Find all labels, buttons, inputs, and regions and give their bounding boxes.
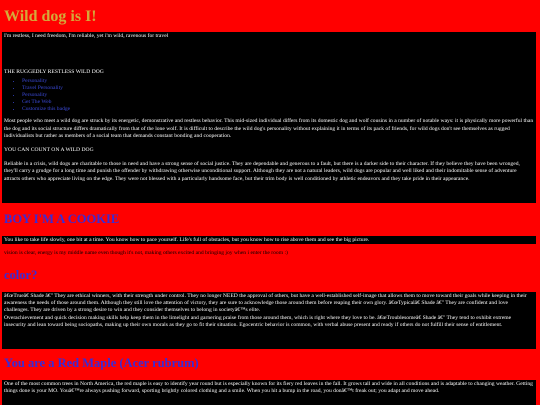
wild-dog-subheading: YOU CAN COUNT ON A WILD DOG (4, 147, 94, 153)
wild-dog-reliability: Reliable in a crisis, wild dogs are charitable to those in need and have a strong sense of social justice. They are dependable and generous to a fault, but there is a darker side to their character. If they believe they have been wronged, they'll carry a grudge for a long time and punish the offender by withdrawing otherwise unconditional support. Although they are not a natural leaders, wild dogs are popular and well liked and their indomitable sense of adventure attracts others who appreciate living on the edge. They were not blessed with a particularly handsome face, but their trim body is well conditioned by athletic endeavors and they take pride in their appearance. (4, 161, 520, 182)
link-text[interactable]: Customize this badge (22, 105, 71, 112)
link-item[interactable] (22, 92, 534, 99)
link-text[interactable]: Travel Personality (22, 85, 63, 92)
maple-heading: You are a Red Maple (Acer rubrum) (4, 356, 199, 370)
wild-dog-intro: I'm restless, I need freedom, I'm reliable, yet i'm wild, ravenous for travel (4, 33, 169, 39)
link-item[interactable] (22, 78, 534, 85)
cookie-heading: BOY I'M A COOKIE (4, 212, 120, 226)
color-text-2: Overachievement and quick decision making skills help keep them in the limelight and garnering praise from those around them, which is right where they love to be. â€œTroublesomeâ€ Shade â€" They tend to exhibit extreme insecurity and lean toward being sociopaths, making up their own morals as they go to fit their situation. Egocentric behavior is common, with verbal abuse present and ready if others do not fulfill their sense of entitlement. (4, 314, 512, 328)
color-heading: color? (4, 268, 38, 282)
color-text-1: â€œTrueâ€ Shade â€" They are ethical winners, with their strength under control. They no longer NEED the approval of others, but have a well-established self-image that allows them to move toward their goals while keeping in their awareness the needs of those around them. Although they still love the attention of victory, they are sure to acknowledge those around them before reaping their own glory. â€œTypicalâ€ Shade â€" They are confident and love challenges. They are driven by a strong desire to win and they consider themselves to belong in societyâ€™s elite. (4, 293, 527, 314)
link-text[interactable]: Personality (22, 78, 48, 85)
link-text[interactable]: Personality (22, 92, 48, 98)
link-text[interactable]: Get The Web (22, 98, 52, 105)
cookie-text: You like to take life slowly, one bit at a time. You know how to pace yourself. Life's full of obstacles, but you know how to rise above them and see the big picture. (4, 237, 370, 243)
page-title: Wild dog is I! (4, 8, 97, 25)
wild-dog-box (2, 32, 536, 203)
wild-dog-heading: THE RUGGEDLY RESTLESS WILD DOG (4, 69, 104, 76)
spacer (4, 40, 534, 69)
maple-box (2, 380, 536, 405)
wild-dog-links (4, 78, 534, 112)
color-box (2, 292, 536, 349)
cookie-vision-text: vision is clear, energy is my middle name even though it's not, making others excited and bringing joy when i enter the room :) (4, 250, 288, 256)
link-item[interactable] (22, 85, 534, 92)
cookie-box (2, 236, 536, 244)
maple-text: One of the most common trees in North America, the red maple is easy to identify year round but is especially known for its fiery red leaves in the fall. It grows tall and wide in all conditions and is adaptable to changing weather. Getting things done is your MO. Youâ€™re always pushing forward, sporting brightly colored clothing and a smile. When you hit a bump in the road, you donâ€™t freak out; you adapt and move ahead. (4, 381, 533, 395)
link-item[interactable] (22, 99, 534, 106)
spacer (4, 140, 534, 147)
wild-dog-description: Most people who meet a wild dog are struck by its energetic, demonstrative and restless behavior. This mid-sized individual differs from its domestic dog and wolf cousins in a number of notable ways: it is physically more powerful than the dog and its social structure differs dramatically from that of the lone wolf. It is difficult to describe the wild dog's personality without explaining it in terms of its pack of friends, for wild dogs don't see themselves as rugged individualists but rather as members of a social team that demands constant bonding and cooperation. (4, 118, 534, 139)
link-item[interactable] (22, 106, 534, 113)
cookie-vision (2, 249, 536, 257)
